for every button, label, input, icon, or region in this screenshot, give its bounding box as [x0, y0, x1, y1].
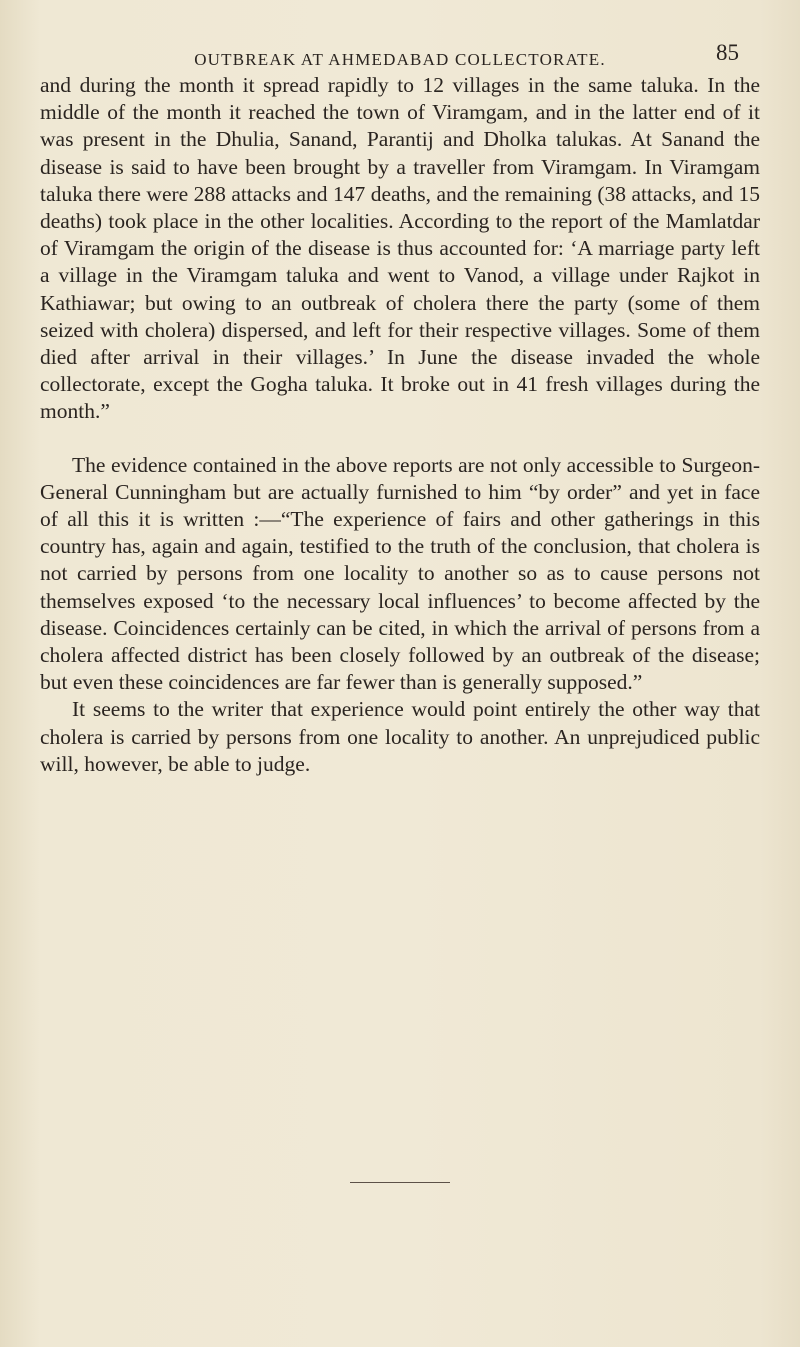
- paragraph-conclusion: It seems to the writer that experience would point entirely the other way that cholera is carried by persons from one locality to another. An unprejudiced public will, however, be able to judge.: [40, 697, 760, 776]
- paragraph-continuation: and during the month it spread rapidly to 12 villages in the same taluka. In the middle of the month it reached the town of Viramgam, and in the latter end of it was present in the Dhulia, Sanand, Parantij and Dholka talukas. At Sanand the disease is said to have been brought by a traveller from Viramgam. In Viramgam taluka there were 288 attacks and 147 deaths, and the remaining (38 attacks, and 15 deaths) took place in the other localities. According to the report of the Mamlatdar of Viramgam the origin of the disease is thus accounted for: ‘A marriage party left a village in the Viramgam taluka and went to Vanod, a village under Rajkot in Kathiawar; but owing to an outbreak of cholera there the party (some of them seized with cholera) dispersed, and left for their respective villages. Some of them died after arrival in their villages.’ In June the disease invaded the whole collectorate, except the Gogha taluka. It broke out in 41 fresh villages during the month.”: [40, 73, 760, 424]
- section-rule: [350, 1182, 450, 1183]
- page-number: 85: [716, 40, 739, 65]
- running-head: OUTBREAK AT AHMEDABAD COLLECTORATE.: [194, 50, 606, 69]
- paragraph-evidence: The evidence contained in the above reports are not only accessible to Surgeon-General Cunningham but are actually furnished to him “by order” and yet in face of all this it is written :—“The experience of fairs and other gatherings in this country has, again and again, testified to the truth of the conclusion, that cholera is not carried by persons from one locality to another so as to cause persons not themselves exposed ‘to the necessary local influences’ to become affected by the disease. Coincidences certainly can be cited, in which the arrival of persons from a cholera affected district has been closely followed by an outbreak of the disease; but even these coincidences are far fewer than is generally supposed.”: [40, 452, 760, 695]
- body-text: [40, 72, 760, 778]
